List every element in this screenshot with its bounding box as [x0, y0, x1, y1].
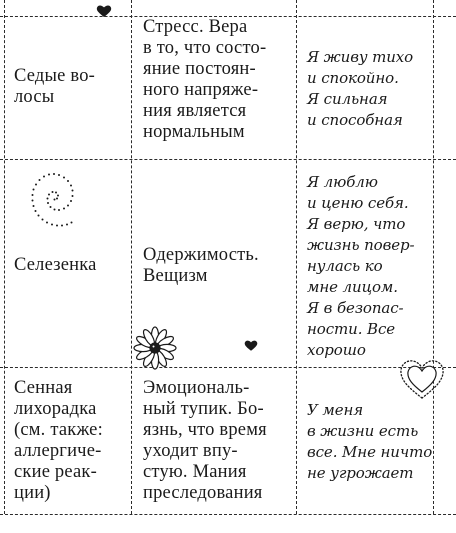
heart-icon [244, 339, 258, 352]
column-divider [4, 0, 5, 514]
dotted-spiral-icon [24, 170, 82, 232]
table-cell-affirmation: Я люблю и ценю себя. Я верю, что жизнь повер- нулась ко мне лицом. Я в безопас- ности. Все хорошо [307, 173, 415, 359]
table-cell-affirmation: Я живу тихо и спокойно. Я сильная и способная [307, 48, 414, 129]
table-cell-cause: Эмоциональ- ный тупик. Бо- язнь, что время уходит впу- стую. Мания преследования [143, 378, 267, 503]
row-divider [0, 367, 456, 368]
daisy-icon [131, 326, 181, 370]
table-cell-cause: Стресс. Вера в то, что состо- яние постоян- ного напряже- ния является нормальным [143, 17, 267, 142]
table-cell-cause: Одержимость. Вещизм [143, 245, 259, 286]
row-divider [0, 159, 456, 160]
table-cell-name: Селезенка [14, 255, 97, 275]
column-divider [296, 0, 297, 514]
heart-icon [96, 4, 112, 18]
table-cell-name: Седые во- лосы [14, 66, 96, 107]
dotted-heart-icon [397, 356, 447, 402]
column-divider [433, 0, 434, 514]
row-divider [0, 514, 456, 515]
table-cell-name: Сенная лихорадка (см. также: аллергиче- ские реак- ции) [14, 378, 103, 503]
table-cell-affirmation: У меня в жизни есть все. Мне ничто не угрожает [307, 401, 433, 482]
